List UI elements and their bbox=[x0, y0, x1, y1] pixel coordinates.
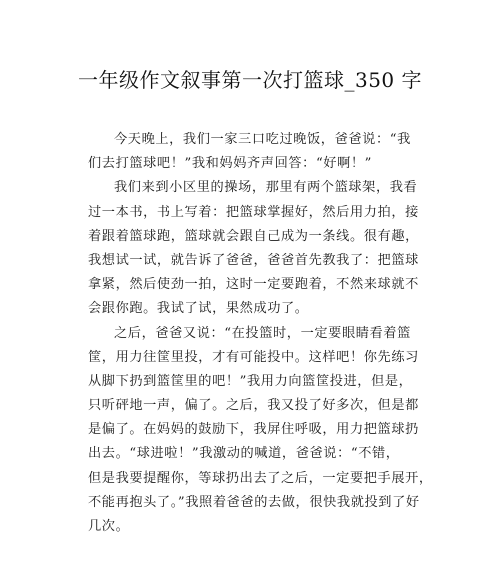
paragraph-line: 过一本书，书上写着：把篮球掌握好，然后用力拍，接 bbox=[88, 204, 419, 220]
paragraph-2 bbox=[88, 176, 428, 321]
paragraph-line: 我们来到小区里的操场，那里有两个篮球架，我看 bbox=[114, 180, 418, 196]
paragraph-line: 是偏了。在妈妈的鼓励下，我屏住呼吸，用力把篮球扔 bbox=[88, 422, 419, 438]
paragraph-line: 但是我要提醒你，等球扔出去了之后，一定要把手展开， bbox=[88, 470, 433, 486]
paragraph-line: 着跟着篮球跑，篮球就会跟自己成为一条线。很有趣， bbox=[88, 228, 419, 244]
paragraph-line: 几次。 bbox=[88, 519, 130, 534]
paragraph-line: 从脚下扔到篮筐里的吧！”我用力向篮筐投进，但是， bbox=[88, 373, 413, 389]
paragraph-3 bbox=[88, 322, 433, 540]
document-body bbox=[88, 128, 433, 539]
document-title: 一年级作文叙事第一次打篮球_350 字 bbox=[77, 68, 423, 92]
paragraph-line: 出去。“球进啦！”我激动的喊道，爸爸说：“不错， bbox=[88, 446, 400, 462]
paragraph-line: 们去打篮球吧！”我和妈妈齐声回答：“好啊！” bbox=[88, 156, 372, 172]
paragraph-line: 之后，爸爸又说：“在投篮时，一定要眼睛看着篮 bbox=[114, 325, 411, 341]
paragraph-line: 今天晚上，我们一家三口吃过晚饭，爸爸说：“我 bbox=[114, 132, 411, 147]
paragraph-line: 会跟你跑。我试了试，果然成功了。 bbox=[88, 301, 309, 317]
paragraph-line: 我想试一试，就告诉了爸爸，爸爸首先教我了：把篮球 bbox=[88, 252, 419, 268]
paragraph-line: 只听砰地一声，偏了。之后，我又投了好多次，但是都 bbox=[88, 398, 419, 414]
paragraph-1 bbox=[88, 128, 428, 176]
paragraph-line: 拿紧，然后使劲一拍，这时一定要跑着，不然来球就不 bbox=[88, 277, 419, 293]
paragraph-line: 筐，用力往筐里投，才有可能投中。这样吧！你先练习 bbox=[88, 349, 419, 365]
paragraph-line: 不能再抱头了。”我照着爸爸的去做，很快我就投到了好 bbox=[88, 494, 420, 510]
